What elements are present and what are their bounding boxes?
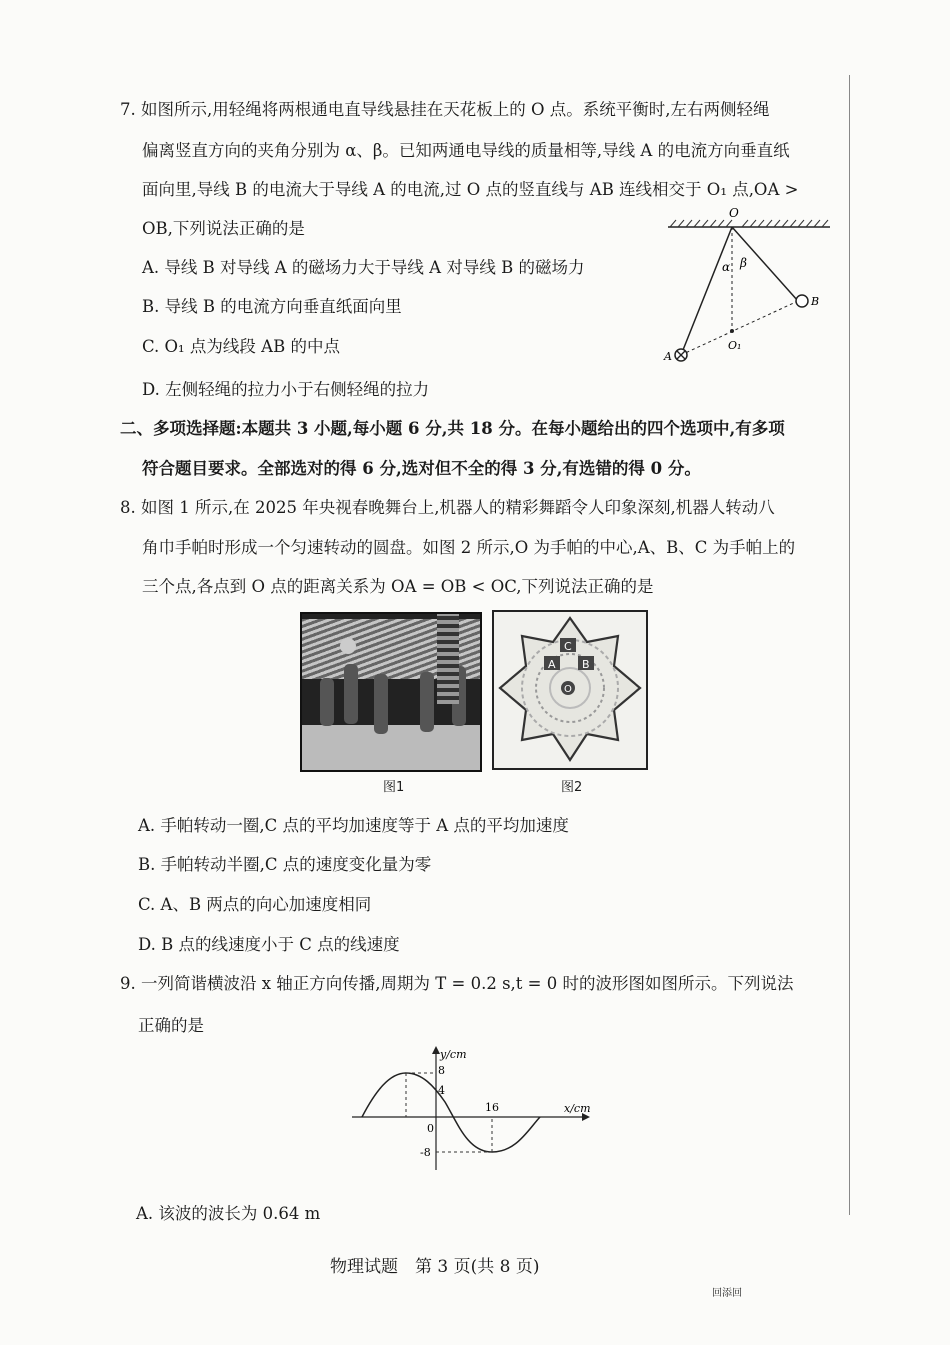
y-axis-label: y/cm bbox=[440, 1048, 467, 1061]
y-axis-arrow-icon bbox=[432, 1046, 440, 1054]
label-o1: O₁ bbox=[728, 339, 742, 352]
q8-line-2: 角巾手帕时形成一个匀速转动的圆盘。如图 2 所示,O 为手帕的中心,A、B、C 为手帕上的 bbox=[142, 538, 796, 557]
q7-option-d: D. 左侧轻绳的拉力小于右侧轻绳的拉力 bbox=[142, 380, 430, 399]
q8-option-c: C. A、B 两点的向心加速度相同 bbox=[138, 895, 372, 914]
q7-option-c: C. O₁ 点为线段 AB 的中点 bbox=[142, 337, 340, 356]
q7-pendulum-diagram bbox=[660, 205, 840, 375]
page-footer: 物理试题 第 3 页(共 8 页) bbox=[330, 1257, 540, 1277]
point-o-label: O bbox=[564, 684, 572, 695]
q9-option-a: A. 该波的波长为 0.64 m bbox=[136, 1204, 321, 1223]
o1-point bbox=[730, 329, 734, 333]
q8-line-3: 三个点,各点到 O 点的距离关系为 OA = OB < OC,下列说法正确的是 bbox=[142, 577, 654, 596]
q9-line-2: 正确的是 bbox=[138, 1016, 204, 1035]
section2-line-1: 二、多项选择题:本题共 3 小题,每小题 6 分,共 18 分。在每小题给出的四个选项中,有多项 bbox=[120, 419, 785, 438]
fig2-caption: 图2 bbox=[561, 780, 583, 795]
q7-line-4: OB,下列说法正确的是 bbox=[142, 219, 305, 238]
label-b: B bbox=[811, 295, 820, 308]
q9-line-1: 9. 一列简谐横波沿 x 轴正方向传播,周期为 T = 0.2 s,t = 0 时的波形图如图所示。下列说法 bbox=[120, 974, 794, 993]
waveform-curve bbox=[362, 1073, 540, 1152]
q7-line-1: 7. 如图所示,用轻绳将两根通电直导线悬挂在天花板上的 O 点。系统平衡时,左右两侧轻绳 bbox=[120, 100, 770, 119]
wire-b-icon bbox=[796, 295, 808, 307]
x-axis-label: x/cm bbox=[564, 1102, 591, 1115]
y-tick-neg8: -8 bbox=[420, 1146, 431, 1159]
y-tick-8: 8 bbox=[438, 1064, 445, 1077]
point-c-label: C bbox=[564, 640, 572, 653]
point-a-label: A bbox=[548, 658, 556, 671]
margin-rule bbox=[849, 75, 850, 1215]
q7-option-a: A. 导线 B 对导线 A 的磁场力大于导线 A 对导线 B 的磁场力 bbox=[142, 258, 585, 277]
q8-line-1: 8. 如图 1 所示,在 2025 年央视春晚舞台上,机器人的精彩舞蹈令人印象深刻,机器人转动八 bbox=[120, 498, 775, 517]
q7-option-b: B. 导线 B 的电流方向垂直纸面向里 bbox=[142, 297, 402, 316]
label-alpha: α bbox=[722, 260, 731, 274]
y-tick-4: 4 bbox=[438, 1084, 445, 1097]
label-a: A bbox=[664, 350, 672, 363]
label-o: O bbox=[729, 206, 739, 220]
left-rope bbox=[681, 227, 732, 355]
label-beta: β bbox=[740, 256, 747, 270]
qr-mark: 回添回 bbox=[712, 1288, 742, 1299]
q8-option-a: A. 手帕转动一圈,C 点的平均加速度等于 A 点的平均加速度 bbox=[138, 816, 569, 835]
fig1-caption: 图1 bbox=[383, 780, 405, 795]
q8-option-d: D. B 点的线速度小于 C 点的线速度 bbox=[138, 935, 400, 954]
wire-a-cross-icon bbox=[675, 349, 687, 361]
point-b-label: B bbox=[582, 658, 590, 671]
q8-option-b: B. 手帕转动半圈,C 点的速度变化量为零 bbox=[138, 855, 432, 874]
robot-dance-photo bbox=[300, 612, 482, 772]
wave-graph bbox=[350, 1042, 600, 1172]
q7-line-2: 偏离竖直方向的夹角分别为 α、β。已知两通电导线的质量相等,导线 A 的电流方向垂直纸 bbox=[142, 141, 790, 160]
handkerchief-diagram bbox=[492, 610, 648, 770]
q7-line-3: 面向里,导线 B 的电流大于导线 A 的电流,过 O 点的竖直线与 AB 连线相交于 O₁ 点,OA > bbox=[142, 180, 799, 199]
origin-label: 0 bbox=[427, 1122, 434, 1135]
section2-line-2: 符合题目要求。全部选对的得 6 分,选对但不全的得 3 分,有选错的得 0 分。 bbox=[142, 459, 701, 478]
x-tick-16: 16 bbox=[485, 1101, 499, 1114]
